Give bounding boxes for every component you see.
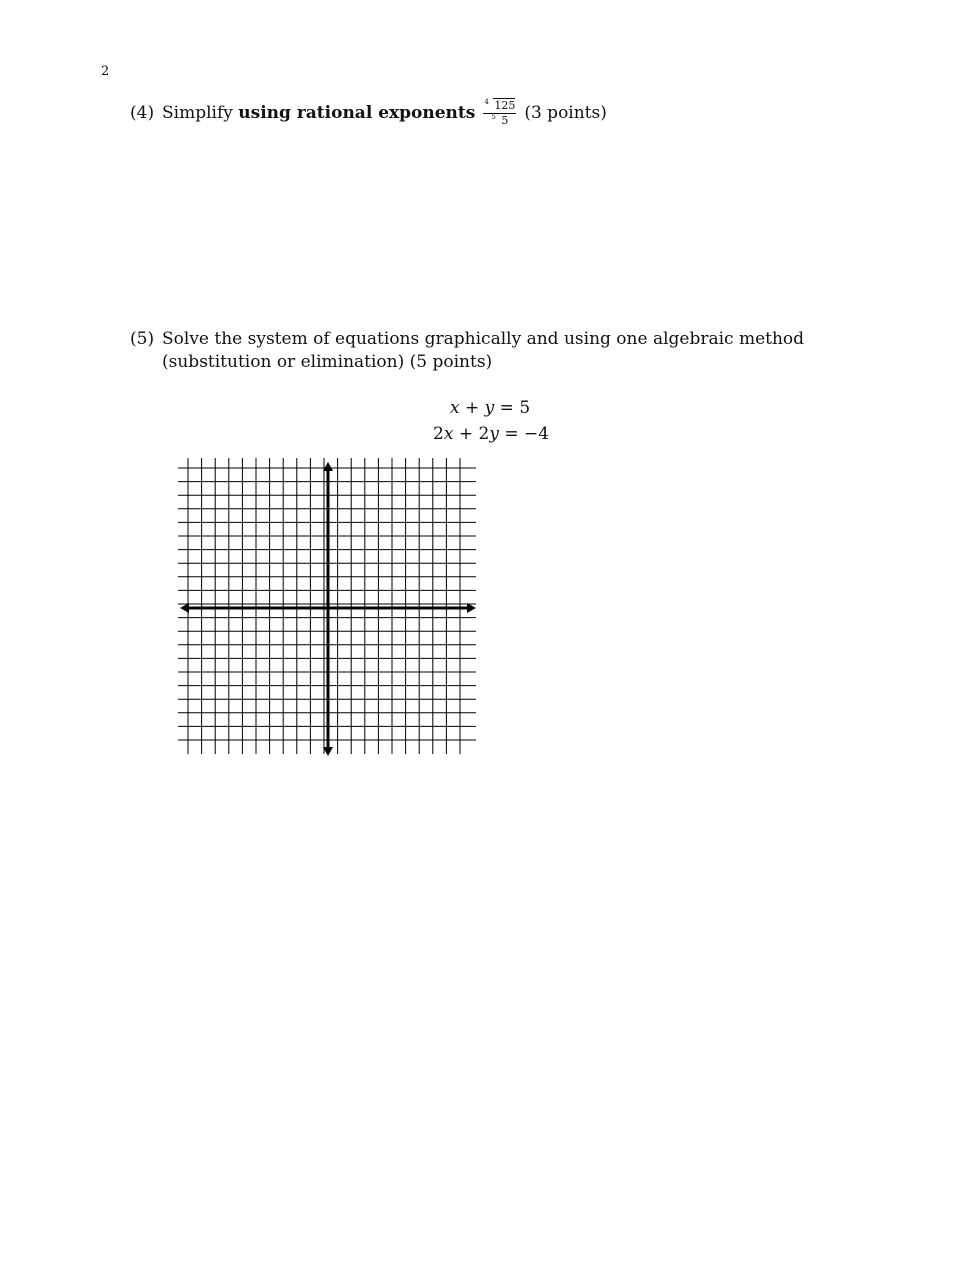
fraction-numerator <box>483 100 516 114</box>
radicand: 5 <box>501 114 509 127</box>
root-index: 5 <box>491 113 496 121</box>
fourth-root <box>484 100 515 112</box>
problem-4-bold-text: using rational exponents <box>238 103 476 123</box>
fifth-root <box>491 115 508 127</box>
root-index: 4 <box>484 98 489 106</box>
problem-5 <box>130 328 890 372</box>
page-number: 2 <box>101 64 110 79</box>
radicand: 125 <box>494 99 516 112</box>
problem-5-text: Solve the system of equations graphically and using one algebraic method (substitution or elimination) (5 points) <box>162 329 805 372</box>
problem-4-points: (3 points) <box>524 103 607 123</box>
problem-4 <box>130 100 607 127</box>
radical-fraction <box>483 100 516 127</box>
equation-2: 2x + 2y = −4 <box>433 424 550 444</box>
equation-1: x + y = 5 <box>450 398 531 418</box>
problem-5-number: (5) <box>130 329 155 349</box>
problem-4-text: Simplify <box>162 103 233 123</box>
coordinate-grid <box>178 458 480 760</box>
problem-4-number: (4) <box>130 103 155 123</box>
fraction-denominator <box>491 114 508 127</box>
